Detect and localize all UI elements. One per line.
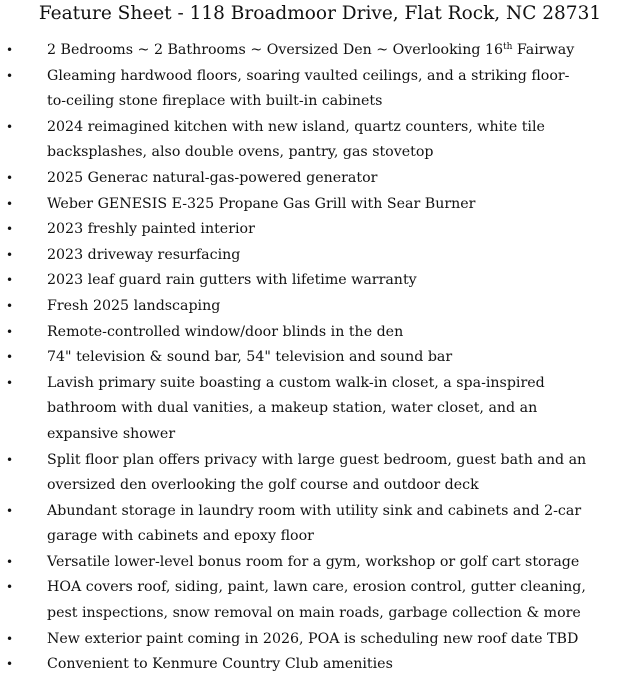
- bullet-icon: •: [6, 43, 14, 57]
- feature-text: 2023 driveway resurfacing: [47, 246, 241, 263]
- feature-list: [0, 38, 640, 678]
- feature-item: [0, 575, 640, 626]
- bullet-icon: •: [6, 222, 14, 237]
- feature-item: [0, 115, 640, 166]
- bullet-icon: •: [6, 554, 14, 569]
- feature-text: Weber GENESIS E-325 Propane Gas Grill with Sear Burner: [47, 195, 476, 212]
- feature-item: [0, 550, 640, 576]
- bullet-icon: •: [6, 247, 14, 262]
- bullet-icon: •: [6, 298, 14, 313]
- feature-item: [0, 268, 640, 294]
- feature-superscript: th: [503, 42, 513, 52]
- feature-item: [0, 38, 640, 64]
- feature-text: HOA covers roof, siding, paint, lawn care, erosion control, gutter cleaning, pest inspections, snow removal on main roads, garbage collection & more: [47, 579, 586, 622]
- feature-item: [0, 627, 640, 653]
- bullet-icon: •: [6, 452, 14, 467]
- feature-text-suffix: Fairway: [512, 42, 575, 58]
- bullet-icon: •: [6, 170, 14, 185]
- feature-text: 2023 freshly painted interior: [47, 221, 255, 238]
- bullet-icon: •: [6, 580, 14, 595]
- feature-item: [0, 652, 640, 678]
- bullet-icon: •: [6, 68, 14, 83]
- feature-text: Fresh 2025 landscaping: [47, 297, 221, 314]
- feature-text: Convenient to Kenmure Country Club amenities: [47, 656, 393, 673]
- feature-text: Abundant storage in laundry room with utility sink and cabinets and 2-car garage with cabinets and epoxy floor: [47, 502, 582, 545]
- bullet-icon: •: [6, 631, 14, 646]
- feature-item: [0, 448, 640, 499]
- feature-text: 2025 Generac natural-gas-powered generator: [47, 169, 378, 186]
- feature-text: 74" television & sound bar, 54" television and sound bar: [47, 349, 453, 366]
- bullet-icon: •: [6, 375, 14, 390]
- bullet-icon: •: [6, 324, 14, 339]
- feature-text: Lavish primary suite boasting a custom walk-in closet, a spa-inspired bathroom with dual vanities, a makeup station, water closet, and an expansive shower: [47, 374, 545, 442]
- feature-text: 2 Bedrooms ~ 2 Bathrooms ~ Oversized Den ~ Overlooking 16: [47, 42, 503, 58]
- feature-item: [0, 64, 640, 115]
- feature-item: [0, 345, 640, 371]
- feature-text: Remote-controlled window/door blinds in the den: [47, 323, 404, 340]
- feature-text: Versatile lower-level bonus room for a gym, workshop or golf cart storage: [47, 553, 580, 570]
- feature-text: 2024 reimagined kitchen with new island, quartz counters, white tile backsplashes, also double ovens, pantry, gas stovetop: [47, 118, 545, 161]
- feature-item: [0, 320, 640, 346]
- bullet-icon: •: [6, 119, 14, 134]
- feature-item: [0, 166, 640, 192]
- bullet-icon: •: [6, 503, 14, 518]
- feature-text: New exterior paint coming in 2026, POA is scheduling new roof date TBD: [47, 630, 579, 647]
- feature-item: [0, 192, 640, 218]
- bullet-icon: •: [6, 196, 14, 211]
- feature-text: Split floor plan offers privacy with large guest bedroom, guest bath and an oversized den overlooking the golf course and outdoor deck: [47, 451, 587, 494]
- feature-item: [0, 243, 640, 269]
- bullet-icon: •: [6, 273, 14, 288]
- feature-text: 2023 leaf guard rain gutters with lifetime warranty: [47, 272, 417, 289]
- feature-text: Gleaming hardwood floors, soaring vaulted ceilings, and a striking floor- to-ceiling stone fireplace with built-in cabinets: [47, 67, 570, 110]
- page-title: Feature Sheet - 118 Broadmoor Drive, Flat Rock, NC 28731: [38, 3, 602, 24]
- feature-item: [0, 294, 640, 320]
- feature-item: [0, 217, 640, 243]
- bullet-icon: •: [6, 657, 14, 672]
- feature-item: [0, 499, 640, 550]
- bullet-icon: •: [6, 350, 14, 365]
- feature-item: [0, 371, 640, 448]
